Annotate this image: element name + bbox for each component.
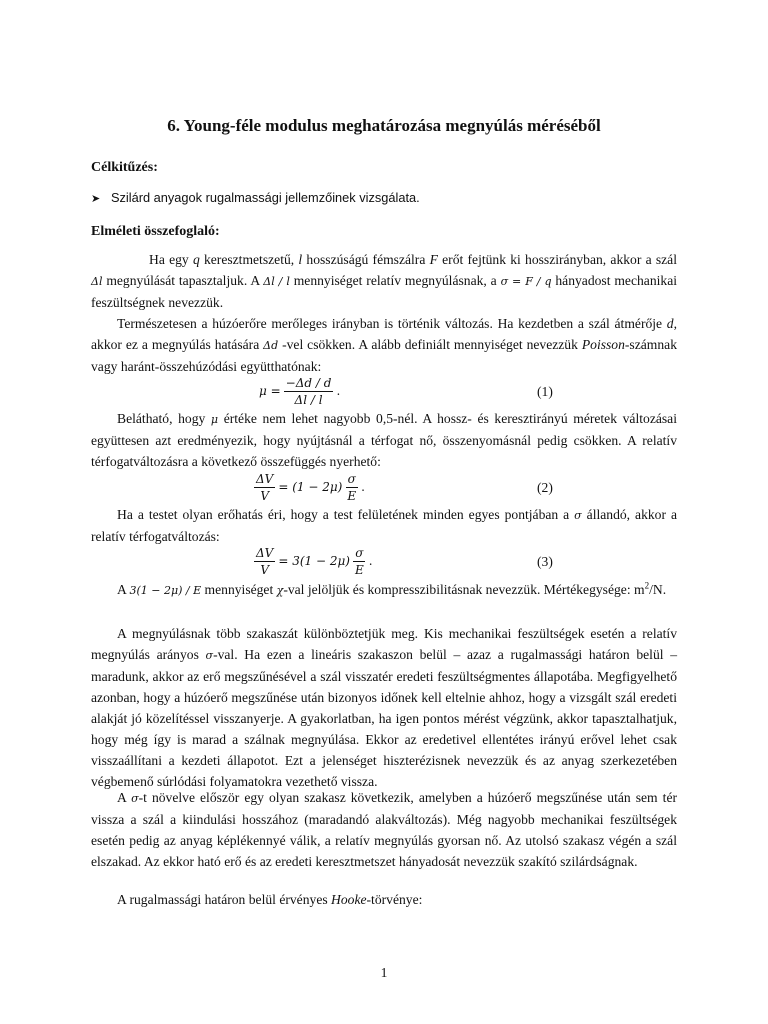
equation-1-fraction: $\frac{-\Delta d / d}{\Delta l / l}$ — [285, 375, 332, 407]
formula-delta-d: Δd — [263, 339, 279, 352]
equation-2-number: (2) — [537, 480, 553, 495]
equation-1-number: (1) — [537, 384, 553, 399]
arrow-bullet-icon: ➤ — [91, 193, 101, 205]
theory-paragraph-1: Ha egy q keresztmetszetű, l hosszúságú fémszálra F erőt fejtünk ki hosszirányban, akkor a szál Δl megnyúlását tapasztaljuk. A Δl / l mennyiséget relatív megnyúlásnak, a σ = F / q hányadost mechanikai feszültségnek nevezzük. — [91, 252, 678, 310]
theory-paragraph-7: A σ-t növelve először egy olyan szakasz következik, amelyben a húzóerő megszűnése után sem tér vissza a szál a kiindulási hosszához (maradandó alakváltozás). Még nagyobb mechanikai feszültségek esetén pedig az anyag képlékennyé válik, a relatív megnyúlás gyorsan nő. Az utolsó szakasz végén a szál elszakad. Az ekkor ható erő és az eredeti keresztmetszet hányadosát nevezzük szakító szilárdságnak. — [91, 790, 678, 869]
theory-paragraph-6: A megnyúlásnak több szakaszát különböztetjük meg. Kis mechanikai feszültségek esetén a relatív megnyúlás arányos σ-val. Ha ezen a lineáris szakaszon belül – azaz a rugalmassági határon belül – maradunk, akkor az erő megszűnésével a szál visszatér eredeti feszültségmentes állapotába. Megfigyelhető azonban, hogy a húzóerő megszűnése után bizonyos időnek kell eltelnie ahhoz, hogy a vizsgált szál eredeti alakját jó közelítéssel visszanyerje. A gyakorlatban, ha igen pontos mérést végzünk, akkor tapasztalhatjuk, hogy még így is marad a szálnak megnyúlása. Ekkor az eredetivel ellentétes irányú erővel lehet csak visszaállítani a kezdeti állapotot. Ezt a jelenséget hiszterézisnek nevezzük és az anyag szerkezetében végbemenő súrlódási folyamatokra vezethető vissza. — [91, 626, 677, 789]
equation-3: $\frac{\Delta V}{V}$ = 3(1 − 2μ) $\frac{\sigma}{E}$ . (3) — [256, 545, 553, 577]
formula-relative-elongation: Δl / l — [263, 275, 290, 288]
objective-heading: Célkitűzés: — [91, 160, 158, 175]
theory-paragraph-5: A 3(1 − 2μ) / E mennyiséget χ-val jelöljük és kompresszibilitásnak nevezzük. Mértékegysége: $m^2/N$. — [117, 580, 667, 597]
theory-paragraph-2: Természetesen a húzóerőre merőleges irányban is történik változás. Ha kezdetben a szál átmérője d, akkor ez a megnyúlás hatására Δd -vel csökken. A alább definiált mennyiséget nevezzük Poisson-számnak vagy haránt-összehúzódási együtthatónak: — [91, 316, 677, 374]
equation-3-number: (3) — [537, 554, 553, 569]
theory-heading: Elméleti összefoglaló: — [91, 224, 220, 239]
equation-2: $\frac{\Delta V}{V}$ = (1 − 2μ) $\frac{\sigma}{E}$ . (2) — [256, 471, 553, 503]
formula-stress: σ = F / q — [500, 275, 552, 288]
formula-delta-l: Δl — [91, 275, 103, 288]
page-number: 1 — [380, 965, 388, 980]
theory-paragraph-3: Belátható, hogy μ értéke nem lehet nagyobb 0,5-nél. A hossz- és keresztirányú méretek változásai együttesen azt eredményezik, hogy nyújtásnál a térfogat nő, összenyomásnál pedig csökken. A relatív térfogatváltozásra a következő összefüggés nyerhető: — [91, 411, 677, 469]
equation-1: μ = $\frac{-\Delta d / d}{\Delta l / l}$ . (1) — [259, 375, 553, 407]
theory-paragraph-8: A rugalmassági határon belül érvényes Hooke-törvénye: — [117, 892, 423, 907]
objective-bullet-text: Szilárd anyagok rugalmassági jellemzőinek vizsgálata. — [111, 190, 420, 205]
theory-paragraph-4: Ha a testet olyan erőhatás éri, hogy a test felületének minden egyes pontjában a σ állandó, akkor a relatív térfogatváltozás: — [91, 507, 677, 544]
page-title: 6. Young-féle modulus meghatározása megnyúlás méréséből — [167, 116, 601, 135]
objective-bullet — [91, 188, 677, 209]
